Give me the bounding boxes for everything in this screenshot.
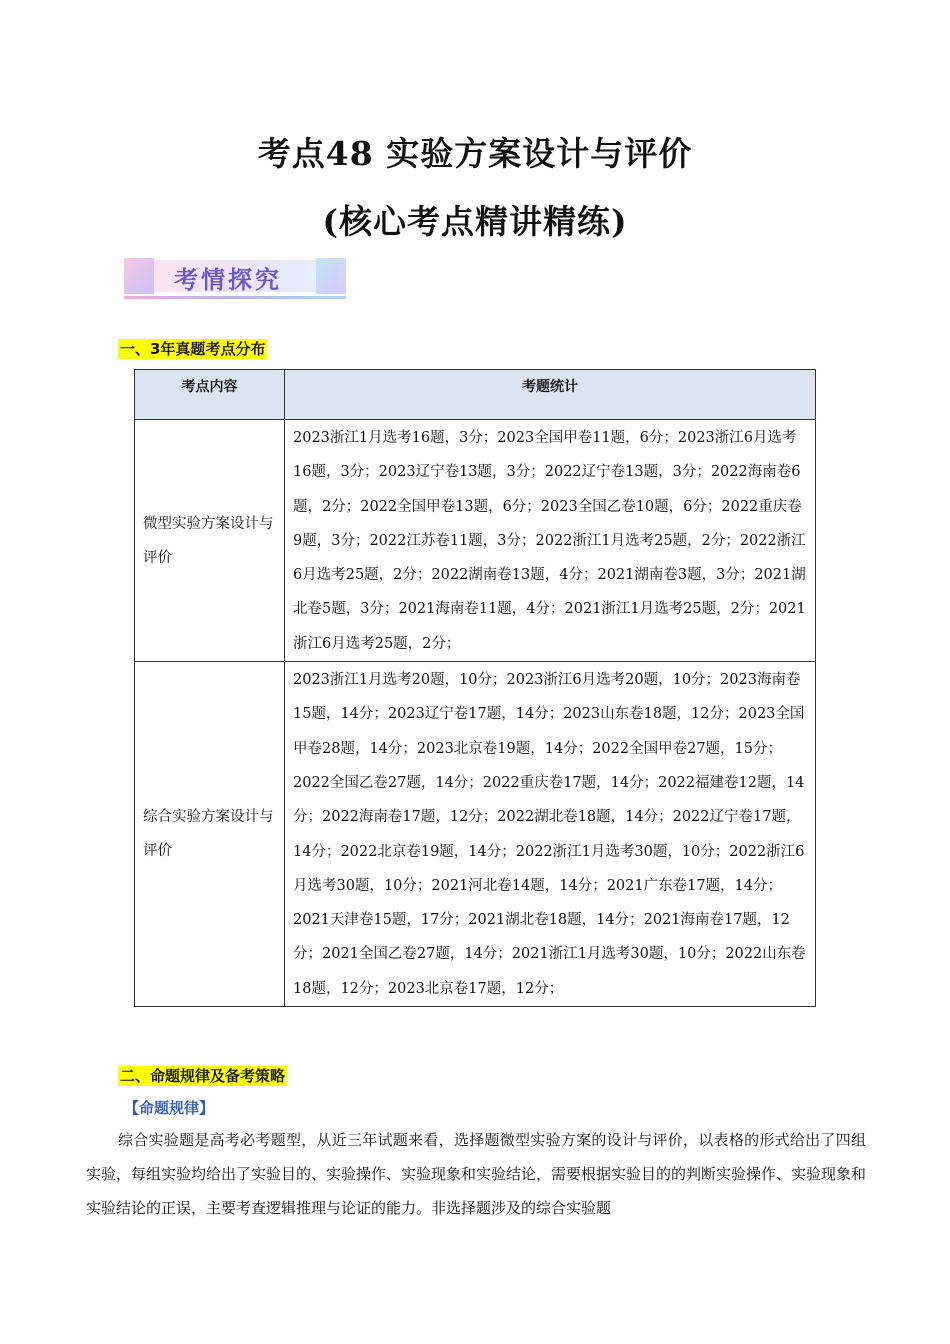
subheading: 【命题规律】 (124, 1099, 215, 1117)
table-row (135, 420, 816, 662)
document-subtitle: (核心考点精讲精练) (322, 202, 628, 241)
table-header-cell: 考题统计 (285, 370, 816, 420)
section-heading-2: 二、命题规律及备考策略 (120, 1067, 286, 1085)
banner-label: 考情探究 (174, 266, 282, 294)
banner-underline (124, 296, 346, 299)
body-paragraph: 综合实验题是高考必考题型，从近三年试题来看，选择题微型实验方案的设计与评价，以表格的形式给出了四组实验，每组实验均给出了实验目的、实验操作、实验现象和实验结论，需要根据实验目的的判断实验操作、实验现象和实验结论的正误，主要考查逻辑推理与论证的能力。非选择题涉及的综合实验题 (86, 1131, 867, 1217)
table-cell-category: 综合实验方案设计与评价 (135, 662, 285, 1007)
banner-right-decoration (316, 258, 346, 294)
table-cell-stats: 2023浙江1月选考20题，10分；2023浙江6月选考20题，10分；2023海南卷15题，14分；2023辽宁卷17题，14分；2023山东卷18题，12分；2023全国甲卷28题，14分；2023北京卷19题，14分；2022全国甲卷27题，15分；2022全国乙卷27题，14分；2022重庆卷17题，14分；2022福建卷12题，14分；2022海南卷17题，12分；2022湖北卷18题，14分；2022辽宁卷17题，14分；2022北京卷19题，14分；2022浙江1月选考30题，10分；2022浙江6月选考30题，10分；2021河北卷14题，14分；2021广东卷17题，14分；2021天津卷15题，17分；2021湖北卷18题，14分；2021海南卷17题，12分；2021全国乙卷27题，14分；2021浙江1月选考30题，10分；2022山东卷18题，12分；2023北京卷17题，12分； (285, 662, 816, 1007)
table-header-cell: 考点内容 (135, 370, 285, 420)
banner-left-decoration (124, 258, 154, 294)
exam-stats-table (134, 369, 816, 1007)
table-cell-category: 微型实验方案设计与评价 (135, 420, 285, 662)
document-title: 考点48 实验方案设计与评价 (257, 134, 693, 173)
table-cell-stats: 2023浙江1月选考16题，3分；2023全国甲卷11题，6分；2023浙江6月选考16题，3分；2023辽宁卷13题，3分；2022辽宁卷13题，3分；2022海南卷6题，2分；2022全国甲卷13题，6分；2023全国乙卷10题，6分；2022重庆卷9题，3分；2022江苏卷11题，3分；2022浙江1月选考25题，2分；2022浙江6月选考25题，2分；2022湖南卷13题，4分；2021湖南卷3题，3分；2021湖北卷5题，3分；2021海南卷11题，4分；2021浙江1月选考25题，2分；2021浙江6月选考25题，2分； (285, 420, 816, 662)
section-heading-1: 一、3年真题考点分布 (120, 340, 266, 358)
section-banner (124, 256, 348, 304)
table-row (135, 662, 816, 1007)
table-header-row (135, 370, 816, 420)
